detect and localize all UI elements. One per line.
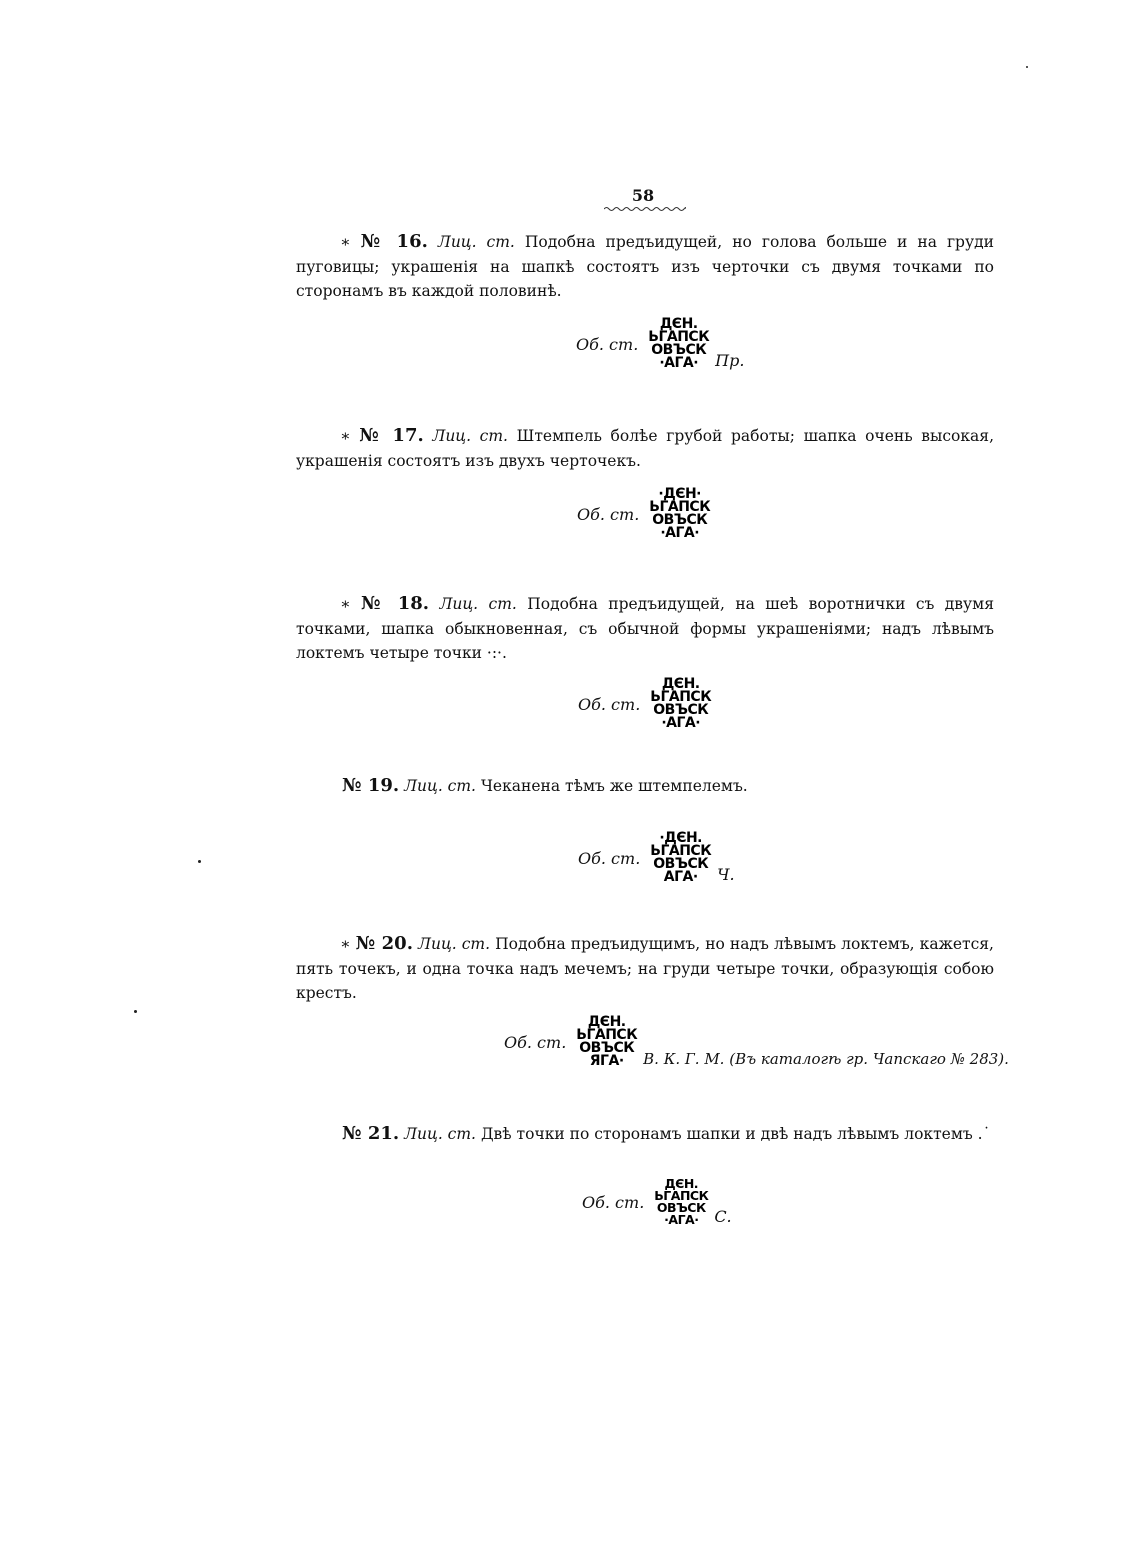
coin-legend (649, 488, 710, 540)
reverse-label: Об. ст. (578, 848, 641, 868)
entry-number: № 16. (360, 231, 428, 252)
entry-number: № 17. (359, 425, 424, 446)
obverse-label: Лиц. ст. (432, 427, 508, 445)
entry-20 (296, 932, 994, 1006)
source-note: С. (714, 1207, 732, 1226)
legend-line: ОВЪСК (653, 856, 709, 872)
scan-speck (198, 860, 201, 863)
star-mark: ∗ (340, 427, 351, 445)
reverse-label: Об. ст. (582, 1192, 645, 1212)
coin-legend (650, 832, 711, 884)
star-mark: ∗ (340, 935, 351, 953)
entry-number: № 18. (360, 593, 430, 614)
reverse-16 (576, 318, 744, 370)
legend-line: ·ДЄН. (659, 830, 703, 846)
entry-text: Двѣ точки по сторонамъ шапки и двѣ надъ лѣвымъ локтемъ .˙ (480, 1125, 991, 1143)
legend-line: ЬГАПСК (654, 1188, 709, 1203)
entry-text: Подобна предъидущимъ, но надъ лѣвымъ локтемъ, кажется, пять точекъ, и одна точка надъ мечемъ; на груди четыре точки, образующія собою крестъ. (296, 935, 994, 1002)
page-number: 58 (631, 186, 655, 205)
obverse-label: Лиц. ст. (437, 233, 515, 251)
obverse-label: Лиц. ст. (439, 595, 517, 613)
reverse-19 (578, 832, 735, 884)
entry-19 (296, 774, 994, 799)
reverse-label: Об. ст. (576, 334, 639, 354)
legend-line: ·АГА· (664, 1212, 699, 1227)
source-note: В. К. Г. М. (Въ каталогѣ гр. Чапскаго № 283). (643, 1050, 1009, 1068)
legend-line: ЬГАПСК (650, 843, 712, 859)
coin-legend (650, 678, 711, 730)
obverse-label: Лиц. ст. (418, 935, 491, 953)
obverse-label: Лиц. ст. (404, 777, 476, 795)
legend-line: ОВЪСК (651, 342, 707, 358)
legend-line: ДЄН. (661, 676, 700, 692)
coin-legend (648, 318, 709, 370)
entry-text: Подобна предъидущей, но голова больше и на груди пуговицы; украшенія на шапкѣ состоятъ изъ черточки съ двумя точками по сторонамъ въ каждой половинѣ. (296, 233, 994, 300)
source-note: Ч. (717, 865, 735, 884)
entry-text: Чеканена тѣмъ же штемпелемъ. (480, 777, 748, 795)
entry-17 (296, 424, 994, 473)
entry-21 (296, 1122, 994, 1147)
legend-line: ОВЪСК (656, 1200, 706, 1215)
legend-line: ЬГАПСК (648, 329, 710, 345)
star-mark: ∗ (340, 595, 351, 613)
legend-line: ЬГАПСК (650, 689, 712, 705)
legend-line: ·АГА· (659, 355, 699, 371)
scan-speck (134, 1010, 137, 1013)
coin-legend (576, 1016, 637, 1068)
legend-line: ·АГА· (660, 525, 700, 541)
reverse-label: Об. ст. (577, 504, 640, 524)
entry-text: Штемпель болѣе грубой работы; шапка очень высокая, украшенія состоятъ изъ двухъ черточекъ. (296, 427, 994, 470)
entry-number: № 19. (342, 775, 400, 796)
legend-line: ОВЪСК (579, 1040, 635, 1056)
legend-line: ЯГА· (589, 1053, 624, 1069)
scan-speck (1026, 66, 1028, 68)
legend-line: ОВЪСК (652, 512, 708, 528)
reverse-20 (504, 1016, 1009, 1068)
legend-line: ОВЪСК (653, 702, 709, 718)
obverse-label: Лиц. ст. (404, 1125, 476, 1143)
reverse-18 (578, 678, 711, 730)
entry-number: № 21. (342, 1123, 400, 1144)
reverse-17 (577, 488, 710, 540)
entry-number: № 20. (355, 933, 413, 954)
reverse-label: Об. ст. (504, 1032, 567, 1052)
star-mark: ∗ (340, 233, 351, 251)
legend-line: ДЄН. (664, 1176, 699, 1191)
legend-line: ЬГАПСК (576, 1027, 638, 1043)
reverse-label: Об. ст. (578, 694, 641, 714)
coin-legend (654, 1178, 708, 1226)
entry-16 (296, 230, 994, 304)
legend-line: ·ДЄН· (658, 486, 702, 502)
source-note: Пр. (715, 351, 745, 370)
legend-line: ДЄН. (659, 316, 698, 332)
page-number-ornament (604, 206, 686, 212)
legend-line: ЬГАПСК (649, 499, 711, 515)
legend-line: АГА· (663, 869, 698, 885)
legend-line: ДЄН. (587, 1014, 626, 1030)
entry-text: Подобна предъидущей, на шеѣ воротнички съ двумя точками, шапка обыкновенная, съ обычной формы украшеніями; надъ лѣвымъ локтемъ четыре точки ·:·. (296, 595, 994, 662)
legend-line: ·АГА· (661, 715, 701, 731)
entry-18 (296, 592, 994, 666)
reverse-21 (582, 1178, 732, 1226)
